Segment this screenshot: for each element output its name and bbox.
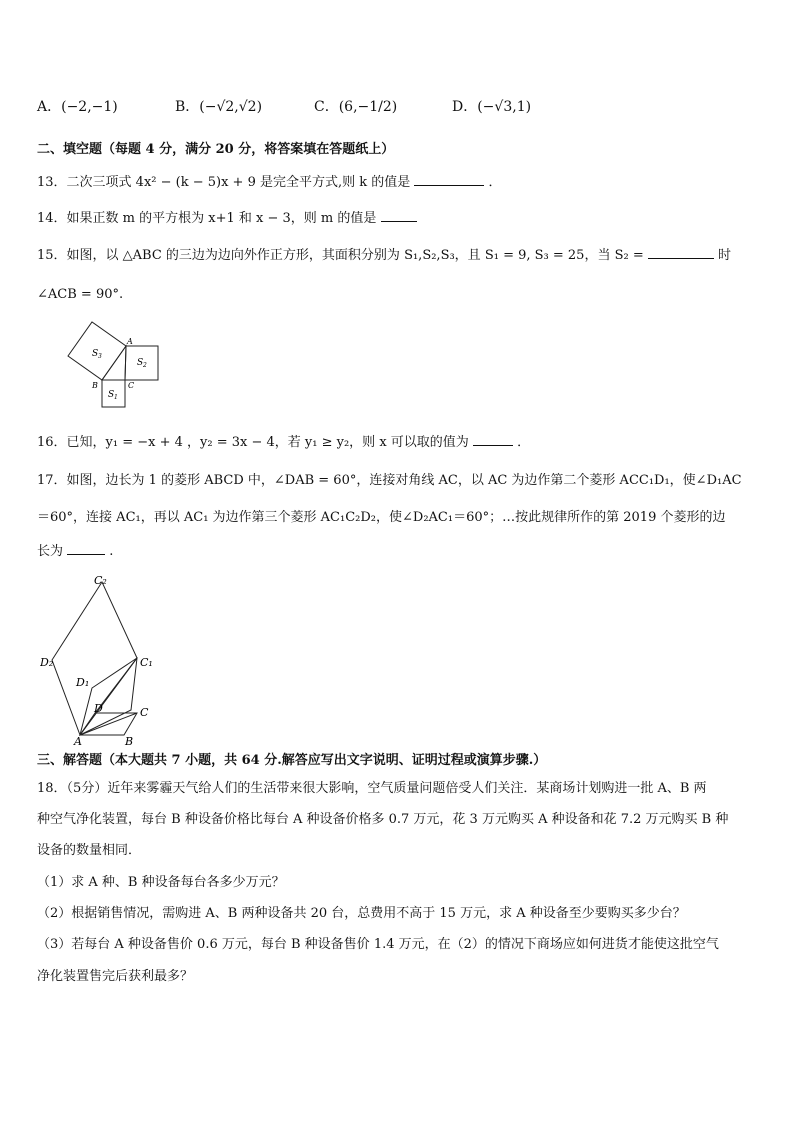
question-18-line3: 设备的数量相同． <box>37 843 142 858</box>
answer-blank-17[interactable] <box>67 540 105 555</box>
question-17-line3 <box>37 540 113 561</box>
question-14-text: 14．如果正数 m 的平方根为 x+1 和 x − 3，则 m 的值是 <box>37 211 377 226</box>
answer-blank-13[interactable] <box>414 171 484 186</box>
figure-17-rhombuses <box>40 570 170 748</box>
question-16-tail: ． <box>517 435 531 450</box>
label-s3-sub: 3 <box>98 353 102 360</box>
choice-options <box>37 96 757 118</box>
question-15-tail: 时 <box>718 248 732 263</box>
label-a: A <box>127 337 133 346</box>
option-a: A．(−2,−1) <box>37 99 118 115</box>
answer-blank-14[interactable] <box>381 207 417 222</box>
question-17-tail: . <box>109 544 114 559</box>
section3-heading: 三、解答题（本大题共 7 小题，共 64 分.解答应写出文字说明、证明过程或演算步骤.） <box>37 753 547 768</box>
question-14 <box>37 207 417 228</box>
question-16-text: 16．已知，y₁ = −x + 4 ，y₂ = 3x − 4，若 y₁ ≥ y₂，则 x 可以取的值为 <box>37 435 469 450</box>
answer-blank-15[interactable] <box>648 244 714 259</box>
label-a: A <box>74 735 82 748</box>
label-c: C <box>140 706 149 719</box>
question-15-line1 <box>37 244 731 265</box>
option-b: B．(−√2,√2) <box>175 99 263 115</box>
option-c: C．(6,−1/2) <box>314 99 398 115</box>
label-d2: D₂ <box>40 656 54 669</box>
question-18-line1: 18．（5分）近年来雾霾天气给人们的生活带来很大影响，空气质量问题倍受人们关注．某商场计划购进一批 A、B 两 <box>37 781 707 796</box>
question-17-line2: ＝60°，连接 AC₁，再以 AC₁ 为边作第三个菱形 AC₁C₂D₂，使∠D₂AC₁＝60°；…按此规律所作的第 2019 个菱形的边 <box>37 510 726 525</box>
label-d1: D₁ <box>76 676 90 689</box>
question-18-line2: 种空气净化装置，每台 B 种设备价格比每台 A 种设备价格多 0.7 万元，花 3 万元购买 A 种设备和花 7.2 万元购买 B 种 <box>37 812 729 827</box>
label-s2-sub: 2 <box>143 362 147 369</box>
label-s1-sub: 1 <box>114 394 118 401</box>
question-18-sub3-line2: 净化装置售完后获利最多？ <box>37 969 194 984</box>
label-s2: S <box>137 358 144 368</box>
question-15-line2: ∠ACB = 90°. <box>37 287 124 302</box>
question-16 <box>37 431 530 452</box>
question-13-tail: ． <box>488 175 502 190</box>
question-18-sub2: （2）根据销售情况，需购进 A、B 两种设备共 20 台，总费用不高于 15 万元，求 A 种设备至少要购买多少台？ <box>37 906 686 921</box>
label-c2: C₂ <box>94 574 107 587</box>
question-15-text: 15．如图，以 △ABC 的三边为边向外作正方形，其面积分别为 S₁,S₂,S₃，且 S₁ = 9, S₃ = 25，当 S₂ = <box>37 248 644 263</box>
question-13 <box>37 171 502 192</box>
question-18-sub1: （1）求 A 种、B 种设备每台各多少万元？ <box>37 875 285 890</box>
label-c: C <box>128 381 135 390</box>
section2-heading: 二、填空题（每题 4 分，满分 20 分，将答案填在答题纸上） <box>37 142 395 157</box>
label-b: B <box>125 735 134 748</box>
question-18-sub3-line1: （3）若每台 A 种设备售价 0.6 万元，每台 B 种设备售价 1.4 万元，在（2）的情况下商场应如何进货才能使这批空气 <box>37 937 719 952</box>
question-17-line1: 17．如图，边长为 1 的菱形 ABCD 中，∠DAB = 60°，连接对角线 AC，以 AC 为边作第二个菱形 ACC₁D₁，使∠D₁AC <box>37 473 742 488</box>
label-b: B <box>92 381 98 390</box>
answer-blank-16[interactable] <box>473 431 513 446</box>
label-d: D <box>94 702 103 715</box>
question-17-text: 长为 <box>37 544 64 559</box>
label-c1: C₁ <box>140 656 153 669</box>
label-s3: S <box>92 349 99 359</box>
figure-15-squares <box>50 318 170 414</box>
option-d: D．(−√3,1) <box>452 99 532 115</box>
question-13-text: 13．二次三项式 4x² − (k − 5)x + 9 是完全平方式,则 k 的值是 <box>37 175 411 190</box>
label-s1: S <box>108 390 115 400</box>
